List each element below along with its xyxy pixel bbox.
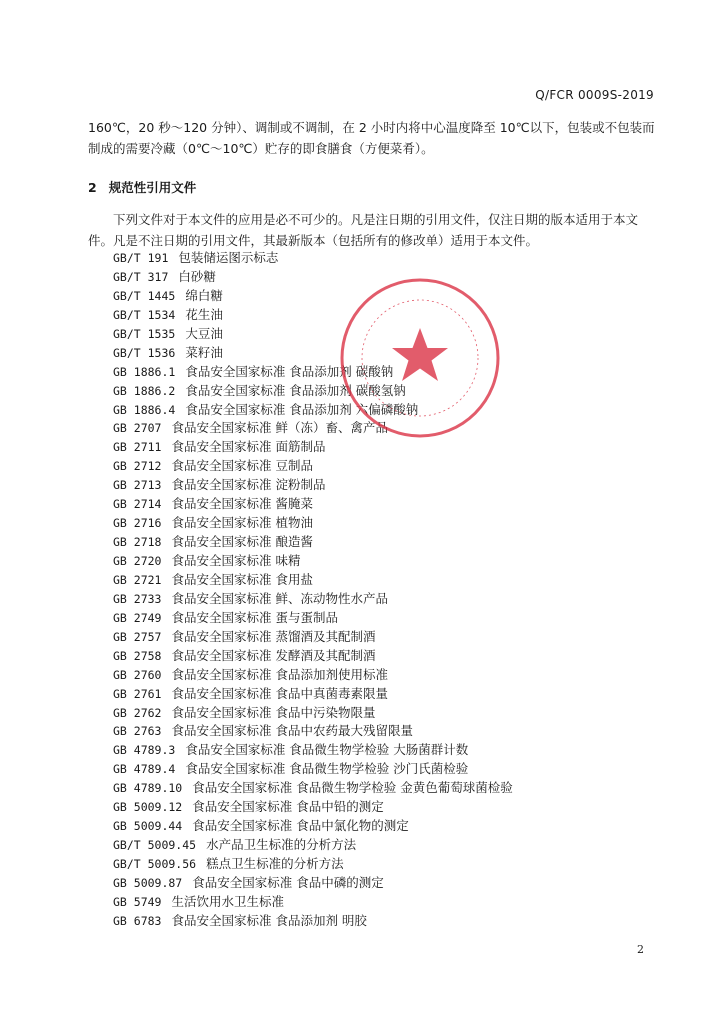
reference-item xyxy=(113,438,513,457)
reference-title: 食品安全国家标准 食品微生物学检验 沙门氏菌检验 xyxy=(185,761,469,777)
page-number: 2 xyxy=(637,943,644,956)
reference-title: 食品安全国家标准 豆制品 xyxy=(171,458,313,474)
reference-title: 食品安全国家标准 植物油 xyxy=(171,515,313,531)
reference-item xyxy=(113,571,513,590)
reference-code: GB 1886.2 xyxy=(113,383,176,398)
reference-item xyxy=(113,912,513,931)
reference-title: 食品安全国家标准 食品中磷的测定 xyxy=(192,874,384,890)
reference-title: 花生油 xyxy=(185,306,223,322)
reference-code: GB 2721 xyxy=(113,572,162,587)
reference-title: 食品安全国家标准 食品微生物学检验 大肠菌群计数 xyxy=(185,742,469,758)
reference-code: GB/T 5009.45 xyxy=(113,838,197,853)
reference-code: GB 2713 xyxy=(113,478,162,493)
reference-item xyxy=(113,779,513,798)
reference-code: GB 6783 xyxy=(113,913,162,928)
reference-code: GB/T 1536 xyxy=(113,345,176,360)
reference-item xyxy=(113,476,513,495)
reference-title: 食品安全国家标准 食品添加剂使用标准 xyxy=(171,666,388,682)
document-code: Q/FCR 0009S-2019 xyxy=(535,88,654,102)
reference-item xyxy=(113,533,513,552)
reference-title: 食品安全国家标准 食品添加剂 六偏磷酸钠 xyxy=(185,401,419,417)
reference-item xyxy=(113,704,513,723)
reference-code: GB 5009.12 xyxy=(113,800,183,815)
reference-item xyxy=(113,855,513,874)
reference-code: GB 2762 xyxy=(113,705,162,720)
reference-title: 食品安全国家标准 食品添加剂 碳酸氢钠 xyxy=(185,382,406,398)
reference-item xyxy=(113,874,513,893)
reference-item xyxy=(113,249,513,268)
reference-code: GB 4789.4 xyxy=(113,762,176,777)
reference-code: GB/T 1535 xyxy=(113,326,176,341)
section-intro-paragraph: 下列文件对于本文件的应用是必不可少的。凡是注日期的引用文件，仅注日期的版本适用于本文件。凡是不注日期的引用文件，其最新版本（包括所有的修改单）适用于本文件。 xyxy=(88,212,639,248)
reference-code: GB/T 5009.56 xyxy=(113,857,197,871)
reference-code: GB 2716 xyxy=(113,516,162,531)
reference-item xyxy=(113,628,513,647)
reference-title: 水产品卫生标准的分析方法 xyxy=(206,837,357,853)
reference-title: 食品安全国家标准 面筋制品 xyxy=(171,439,326,455)
reference-title: 食品安全国家标准 酱腌菜 xyxy=(171,496,313,512)
reference-item xyxy=(113,817,513,836)
reference-item xyxy=(113,457,513,476)
reference-item xyxy=(113,666,513,685)
reference-code: GB 1886.1 xyxy=(113,364,176,379)
reference-code: GB/T 1534 xyxy=(113,307,176,322)
reference-item xyxy=(113,495,513,514)
reference-code: GB 1886.4 xyxy=(113,402,176,417)
reference-item xyxy=(113,514,513,533)
reference-code: GB 2757 xyxy=(113,629,162,644)
reference-item xyxy=(113,609,513,628)
reference-item xyxy=(113,647,513,666)
reference-title: 食品安全国家标准 食品中污染物限量 xyxy=(171,704,376,720)
reference-title: 绵白糖 xyxy=(185,287,223,303)
reference-title: 食品安全国家标准 鲜、冻动物性水产品 xyxy=(171,590,388,606)
reference-title: 包装储运图示标志 xyxy=(178,250,279,265)
reference-code: GB 2707 xyxy=(113,421,162,436)
reference-code: GB/T 1445 xyxy=(113,288,176,303)
reference-title: 食品安全国家标准 食品中农药最大残留限量 xyxy=(171,723,413,739)
reference-title: 食品安全国家标准 食品中真菌毒素限量 xyxy=(171,685,388,701)
reference-code: GB 2711 xyxy=(113,440,162,455)
reference-title: 食品安全国家标准 食用盐 xyxy=(171,571,313,587)
reference-code: GB 2760 xyxy=(113,667,162,682)
reference-code: GB 2749 xyxy=(113,610,162,625)
reference-item xyxy=(113,741,513,760)
reference-title: 食品安全国家标准 食品微生物学检验 金黄色葡萄球菌检验 xyxy=(192,780,513,796)
reference-title: 食品安全国家标准 食品添加剂 明胶 xyxy=(171,912,367,928)
reference-title: 生活饮用水卫生标准 xyxy=(171,893,284,909)
reference-item xyxy=(113,836,513,855)
section-title: 规范性引用文件 xyxy=(108,180,197,195)
reference-item xyxy=(113,760,513,779)
reference-item xyxy=(113,685,513,704)
reference-title: 食品安全国家标准 酿造酱 xyxy=(171,534,313,550)
reference-title: 白砂糖 xyxy=(178,268,216,284)
reference-item xyxy=(113,552,513,571)
reference-code: GB 5749 xyxy=(113,894,162,909)
reference-code: GB 2763 xyxy=(113,724,162,739)
reference-title: 菜籽油 xyxy=(185,344,223,360)
reference-title: 糕点卫生标准的分析方法 xyxy=(206,856,344,871)
reference-code: GB 2758 xyxy=(113,648,162,663)
reference-item xyxy=(113,590,513,609)
reference-code: GB 4789.3 xyxy=(113,743,176,758)
reference-item xyxy=(113,798,513,817)
reference-item xyxy=(113,893,513,912)
reference-title: 食品安全国家标准 味精 xyxy=(171,553,301,568)
reference-code: GB 2714 xyxy=(113,497,162,512)
reference-title: 食品安全国家标准 食品添加剂 碳酸钠 xyxy=(185,363,394,379)
reference-item xyxy=(113,722,513,741)
reference-title: 大豆油 xyxy=(185,325,223,341)
reference-code: GB 2761 xyxy=(113,686,162,701)
reference-title: 食品安全国家标准 食品中铅的测定 xyxy=(192,799,384,815)
reference-title: 食品安全国家标准 蒸馏酒及其配制酒 xyxy=(171,628,376,644)
reference-title: 食品安全国家标准 淀粉制品 xyxy=(171,477,326,493)
reference-title: 食品安全国家标准 鲜（冻）畜、禽产品 xyxy=(171,420,388,436)
reference-code: GB 2718 xyxy=(113,535,162,550)
seal-star-icon xyxy=(392,328,448,381)
intro-paragraph: 160℃，20 秒～120 分钟）、调制或不调制，在 2 小时内将中心温度降至 10℃以下，包装或不包装而制成的需要冷藏（0℃～10℃）贮存的即食膳食（方便菜肴）。 xyxy=(88,120,655,156)
reference-title: 食品安全国家标准 发酵酒及其配制酒 xyxy=(171,647,376,663)
section-heading xyxy=(88,178,196,196)
reference-code: GB 2733 xyxy=(113,591,162,606)
reference-code: GB 4789.10 xyxy=(113,781,183,796)
company-seal xyxy=(338,276,502,440)
reference-code: GB 2712 xyxy=(113,459,162,474)
reference-code: GB 2720 xyxy=(113,554,162,568)
reference-title: 食品安全国家标准 食品中氯化物的测定 xyxy=(192,818,409,834)
reference-code: GB 5009.44 xyxy=(113,819,183,834)
section-number: 2 xyxy=(88,180,97,195)
reference-code: GB 5009.87 xyxy=(113,875,183,890)
reference-code: GB/T 317 xyxy=(113,269,169,284)
reference-title: 食品安全国家标准 蛋与蛋制品 xyxy=(171,609,338,625)
reference-code: GB/T 191 xyxy=(113,251,169,265)
